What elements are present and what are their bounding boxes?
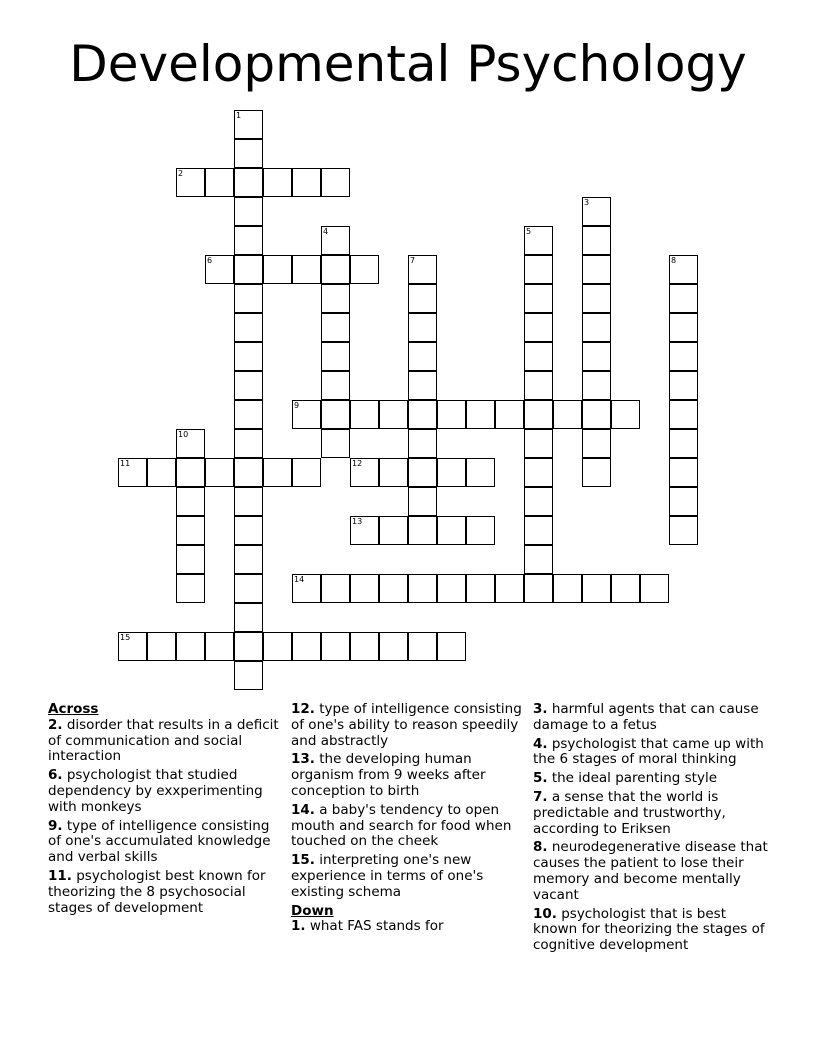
grid-cell[interactable] — [292, 458, 321, 487]
grid-cell[interactable] — [524, 255, 553, 284]
clue-number: 1 — [236, 111, 242, 120]
grid-cell[interactable] — [495, 574, 524, 603]
grid-cell[interactable] — [379, 400, 408, 429]
grid-cell[interactable] — [147, 458, 176, 487]
grid-cell[interactable] — [292, 168, 321, 197]
grid-cell[interactable] — [176, 429, 205, 458]
grid-cell[interactable] — [408, 313, 437, 342]
clue-down-10: 10. psychologist that is best known for theorizing the stages of cognitive development — [533, 905, 765, 954]
grid-cell[interactable] — [234, 313, 263, 342]
grid-cell[interactable] — [582, 458, 611, 487]
grid-cell[interactable] — [321, 400, 350, 429]
grid-cell[interactable] — [524, 371, 553, 400]
grid-cell[interactable] — [669, 516, 698, 545]
grid-cell[interactable] — [234, 284, 263, 313]
grid-cell[interactable] — [553, 400, 582, 429]
grid-cell[interactable] — [263, 458, 292, 487]
grid-cell[interactable] — [379, 574, 408, 603]
grid-cell[interactable] — [176, 458, 205, 487]
grid-cell[interactable] — [350, 632, 379, 661]
clue-number: 2 — [178, 169, 184, 178]
grid-cell[interactable] — [669, 487, 698, 516]
clue-number: 3 — [584, 198, 590, 207]
grid-cell[interactable] — [669, 313, 698, 342]
clue-across-13: 13. the developing human organism from 9 weeks after conception to birth — [291, 751, 486, 799]
grid-cell[interactable] — [437, 632, 466, 661]
clue-number: 6 — [207, 256, 213, 265]
grid-cell[interactable] — [524, 458, 553, 487]
clue-number: 12 — [352, 459, 363, 468]
clue-across-11: 11. psychologist best known for theorizing the 8 psychosocial stages of development — [48, 867, 266, 916]
grid-cell[interactable] — [234, 342, 263, 371]
clues-column-1 — [48, 702, 284, 919]
grid-cell[interactable] — [640, 574, 669, 603]
grid-cell[interactable] — [466, 516, 495, 545]
grid-cell[interactable] — [118, 458, 147, 487]
grid-cell[interactable] — [205, 168, 234, 197]
grid-cell[interactable] — [466, 574, 495, 603]
clue-number: 15 — [120, 633, 131, 642]
grid-cell[interactable] — [118, 632, 147, 661]
clue-number: 14 — [294, 575, 305, 584]
grid-cell[interactable] — [408, 400, 437, 429]
grid-cell[interactable] — [408, 516, 437, 545]
grid-cell[interactable] — [524, 342, 553, 371]
grid-cell[interactable] — [582, 371, 611, 400]
grid-cell[interactable] — [321, 255, 350, 284]
grid-cell[interactable] — [292, 255, 321, 284]
grid-cell[interactable] — [321, 632, 350, 661]
grid-cell[interactable] — [234, 255, 263, 284]
puzzle-title: Developmental Psychology — [69, 35, 747, 93]
grid-cell[interactable] — [234, 400, 263, 429]
grid-cell[interactable] — [553, 574, 582, 603]
grid-cell[interactable] — [292, 574, 321, 603]
grid-cell[interactable] — [205, 632, 234, 661]
clues-column-3 — [533, 702, 769, 957]
grid-cell[interactable] — [437, 400, 466, 429]
grid-cell[interactable] — [582, 197, 611, 226]
grid-cell[interactable] — [292, 400, 321, 429]
grid-cell[interactable] — [234, 429, 263, 458]
grid-cell[interactable] — [524, 226, 553, 255]
grid-cell[interactable] — [408, 342, 437, 371]
grid-cell[interactable] — [205, 458, 234, 487]
grid-cell[interactable] — [321, 313, 350, 342]
clue-number: 13 — [352, 517, 363, 526]
grid-cell[interactable] — [321, 284, 350, 313]
grid-cell[interactable] — [234, 632, 263, 661]
grid-cell[interactable] — [408, 574, 437, 603]
clue-across-12: 12. type of intelligence consisting of one's ability to reason speedily and abstractly — [291, 701, 522, 749]
across-heading: Across — [48, 701, 99, 717]
clue-down-3: 3. harmful agents that can cause damage to a fetus — [533, 701, 759, 733]
clue-across-6: 6. psychologist that studied dependency by exxperimenting with monkeys — [48, 767, 263, 815]
grid-cell[interactable] — [234, 226, 263, 255]
grid-cell[interactable] — [321, 574, 350, 603]
grid-cell[interactable] — [582, 226, 611, 255]
grid-cell[interactable] — [176, 632, 205, 661]
grid-cell[interactable] — [466, 458, 495, 487]
grid-cell[interactable] — [669, 458, 698, 487]
grid-cell[interactable] — [408, 284, 437, 313]
grid-cell[interactable] — [350, 458, 379, 487]
grid-cell[interactable] — [234, 487, 263, 516]
grid-cell[interactable] — [408, 487, 437, 516]
grid-cell[interactable] — [379, 632, 408, 661]
grid-cell[interactable] — [234, 574, 263, 603]
grid-cell[interactable] — [437, 458, 466, 487]
grid-cell[interactable] — [234, 139, 263, 168]
grid-cell[interactable] — [582, 284, 611, 313]
grid-cell[interactable] — [524, 516, 553, 545]
grid-cell[interactable] — [234, 545, 263, 574]
clue-number: 8 — [671, 256, 677, 265]
grid-cell[interactable] — [292, 632, 321, 661]
grid-cell[interactable] — [466, 400, 495, 429]
grid-cell[interactable] — [669, 429, 698, 458]
grid-cell[interactable] — [524, 284, 553, 313]
grid-cell[interactable] — [263, 168, 292, 197]
grid-cell[interactable] — [234, 661, 263, 690]
grid-cell[interactable] — [321, 371, 350, 400]
grid-cell[interactable] — [524, 400, 553, 429]
grid-cell[interactable] — [582, 429, 611, 458]
clue-down-7: 7. a sense that the world is predictable and trustworthy, according to Eriksen — [533, 788, 726, 837]
clue-number: 10 — [178, 430, 189, 439]
grid-cell[interactable] — [408, 371, 437, 400]
grid-cell[interactable] — [321, 168, 350, 197]
grid-cell[interactable] — [379, 458, 408, 487]
grid-cell[interactable] — [437, 574, 466, 603]
grid-cell[interactable] — [524, 545, 553, 574]
clues-column-2 — [291, 702, 527, 938]
clue-number: 5 — [526, 227, 532, 236]
grid-cell[interactable] — [582, 255, 611, 284]
grid-cell[interactable] — [408, 429, 437, 458]
down-heading: Down — [291, 902, 334, 919]
grid-cell[interactable] — [669, 400, 698, 429]
grid-cell[interactable] — [524, 574, 553, 603]
grid-cell[interactable] — [408, 632, 437, 661]
grid-cell[interactable] — [582, 313, 611, 342]
grid-cell[interactable] — [234, 603, 263, 632]
clue-across-14: 14. a baby's tendency to open mouth and search for food when touched on the cheek — [291, 801, 512, 850]
grid-cell[interactable] — [350, 516, 379, 545]
clue-down-5: 5. the ideal parenting style — [533, 770, 718, 787]
clue-down-4: 4. psychologist that came up with the 6 stages of moral thinking — [533, 735, 764, 768]
grid-cell[interactable] — [234, 110, 263, 139]
grid-cell[interactable] — [524, 313, 553, 342]
grid-cell[interactable] — [495, 400, 524, 429]
clue-number: 11 — [120, 459, 131, 468]
clue-across-9: 9. type of intelligence consisting of one's accumulated knowledge and verbal skills — [48, 817, 271, 866]
grid-cell[interactable] — [234, 458, 263, 487]
clue-across-2: 2. disorder that results in a deficit of communication and social interaction — [48, 716, 279, 765]
grid-cell[interactable] — [582, 342, 611, 371]
grid-cell[interactable] — [176, 574, 205, 603]
grid-cell[interactable] — [234, 168, 263, 197]
clue-number: 7 — [410, 256, 416, 265]
grid-cell[interactable] — [350, 574, 379, 603]
grid-cell[interactable] — [147, 632, 176, 661]
grid-cell[interactable] — [611, 574, 640, 603]
grid-cell[interactable] — [379, 516, 408, 545]
grid-cell[interactable] — [611, 400, 640, 429]
clue-number: 4 — [323, 227, 329, 236]
grid-cell[interactable] — [408, 255, 437, 284]
clue-down-8: 8. neurodegenerative disease that causes the patient to lose their memory and become mentally vacant — [533, 839, 768, 903]
grid-cell[interactable] — [321, 429, 350, 458]
grid-cell[interactable] — [263, 632, 292, 661]
clue-across-15: 15. interpreting one's new experience in terms of one's existing schema — [291, 852, 484, 900]
grid-cell[interactable] — [582, 400, 611, 429]
grid-cell[interactable] — [524, 487, 553, 516]
grid-cell[interactable] — [408, 458, 437, 487]
grid-cell[interactable] — [176, 487, 205, 516]
grid-cell[interactable] — [234, 516, 263, 545]
grid-cell[interactable] — [234, 197, 263, 226]
grid-cell[interactable] — [176, 168, 205, 197]
grid-cell[interactable] — [350, 255, 379, 284]
grid-cell[interactable] — [582, 574, 611, 603]
clue-number: 9 — [294, 401, 300, 410]
grid-cell[interactable] — [176, 516, 205, 545]
grid-cell[interactable] — [234, 371, 263, 400]
grid-cell[interactable] — [524, 429, 553, 458]
grid-cell[interactable] — [321, 226, 350, 255]
grid-cell[interactable] — [350, 400, 379, 429]
grid-cell[interactable] — [263, 255, 292, 284]
grid-cell[interactable] — [669, 371, 698, 400]
grid-cell[interactable] — [669, 342, 698, 371]
grid-cell[interactable] — [669, 284, 698, 313]
grid-cell[interactable] — [437, 516, 466, 545]
grid-cell[interactable] — [205, 255, 234, 284]
grid-cell[interactable] — [321, 342, 350, 371]
clue-down-1: 1. what FAS stands for — [291, 918, 444, 935]
grid-cell[interactable] — [669, 255, 698, 284]
grid-cell[interactable] — [176, 545, 205, 574]
